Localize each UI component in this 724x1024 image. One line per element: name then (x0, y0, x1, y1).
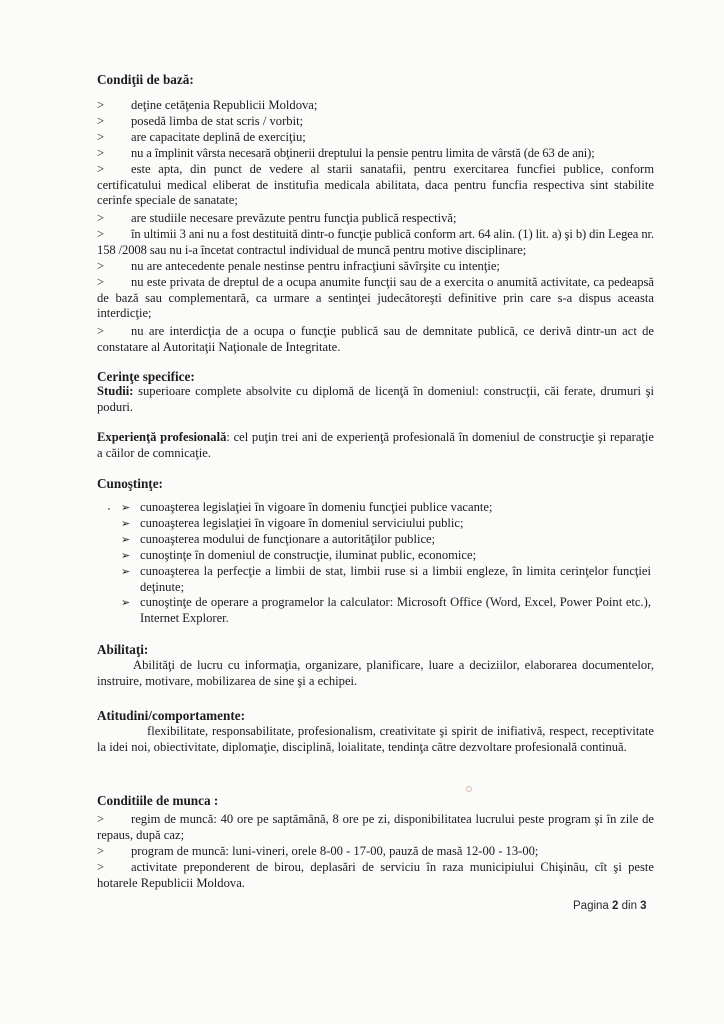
list-item (97, 146, 654, 162)
arrow-bullet-icon: ➢ (121, 517, 131, 530)
bullet-gt: > (97, 130, 105, 144)
list-item (97, 130, 654, 146)
list-item (97, 844, 654, 860)
page-mid: din (618, 900, 641, 912)
bullet-gt: > (97, 211, 105, 225)
arrow-bullet-icon: ➢ (121, 533, 131, 546)
studii-paragraph (97, 384, 654, 415)
experienta-paragraph (97, 430, 654, 461)
scan-speck (108, 508, 110, 510)
list-item (121, 595, 651, 626)
atitudini-paragraph: flexibilitate, responsabilitate, profesionalism, creativitate şi spirit de inifiativă, respect, receptivitate la idei noi, obiectivitate, diplomaţie, disciplină, loialitate, tendinţa către dezvoltare profesională continuă. (97, 724, 654, 754)
list-item (97, 162, 654, 209)
list-item (97, 275, 654, 322)
list-item (97, 259, 654, 275)
section-heading-conditii-munca: Conditiile de munca : (97, 793, 219, 808)
page-total: 3 (640, 900, 647, 912)
list-item-text: nu are antecedente penale nestinse pentru infracţiuni săvîrşite cu intenţie; (131, 259, 500, 273)
list-item (121, 548, 651, 564)
section-heading-cunostinte: Cunoştinţe: (97, 476, 163, 491)
page-current: 2 (612, 900, 619, 912)
list-item-text: nu are interdicţia de a ocupa o funcţie publică sau de demnitate publică, ce derivă dintr-un act de constatare al Autoritaţii Naţionale de Integritate. (97, 324, 654, 354)
experienta-text: : cel puţin trei ani de experienţă profesională în domeniul de construcţie şi reparaţie a căilor de comnicaţie. (97, 430, 654, 460)
list-item-text: cunoştinţe în domeniul de construcţie, iluminat public, economice; (140, 548, 477, 562)
list-item (121, 500, 651, 516)
page-number (573, 900, 647, 912)
abilitati-paragraph: Abilităţi de lucru cu informaţia, organizare, planificare, luare a deciziilor, elaborarea documentelor, instruire, motivare, mobilizarea de sine şi a echipei. (97, 658, 654, 688)
list-item-text: nu este privata de dreptul de a ocupa anumite funcţii sau de a exercita o anumită activitate, ca pedeapsă de bază sau complementară, ca urmare a sentinţei judecătoreşti definitive prin care s-a dispus aceasta interdicţie; (97, 275, 654, 321)
bullet-gt: > (97, 259, 105, 273)
arrow-bullet-icon: ➢ (121, 501, 131, 514)
bullet-gt: > (97, 812, 105, 826)
bullet-gt: > (97, 844, 105, 858)
list-item (97, 860, 654, 891)
list-item (121, 564, 651, 595)
page-prefix: Pagina (573, 900, 613, 912)
list-item-text: cunoaşterea modului de funcţionare a autorităţilor publice; (140, 532, 436, 546)
list-item (97, 324, 654, 355)
bullet-gt: > (97, 275, 105, 289)
arrow-bullet-icon: ➢ (121, 565, 131, 578)
section-heading-conditii-baza: Condiţii de bază: (97, 72, 194, 87)
bullet-gt: > (97, 324, 105, 338)
list-item-text: activitate preponderent de birou, deplasări de serviciu în raza municipiului Chişinău, cît şi peste hotarele Republicii Moldova. (97, 860, 654, 890)
arrow-bullet-icon: ➢ (121, 596, 131, 609)
list-item-text: cunoaşterea legislaţiei în vigoare în domeniul serviciului public; (140, 516, 464, 530)
bullet-gt: > (97, 98, 105, 112)
list-item-text: regim de muncă: 40 ore pe saptămână, 8 ore pe zi, disponibilitatea lucrului peste program şi în zile de repaus, după caz; (97, 812, 654, 842)
list-item-text: cunoştinţe de operare a programelor la calculator: Microsoft Office (Word, Excel, Power Point etc.), Internet Explorer. (140, 595, 651, 625)
list-item-text: program de muncă: luni-vineri, orele 8-00 - 17-00, pauză de masă 12-00 - 13-00; (131, 844, 539, 858)
list-item (97, 812, 654, 843)
list-item (121, 516, 651, 532)
list-item-text: are studiile necesare prevăzute pentru funcţia publică respectivă; (131, 211, 457, 225)
list-item-text: este apta, din punct de vedere al starii sanatafii, pentru exercitarea funcfiei publice, conform certificatului medical eliberat de institufia medicala abilitata, daca pentru funcfia respectiva sint stabilite cerinfe speciale de sanatate; (97, 162, 654, 208)
list-item (97, 211, 654, 227)
list-item-text: cunoaşterea la perfecţie a limbii de stat, limbii ruse si a limbii engleze, în limita cerinţelor funcţiei deţinute; (140, 564, 651, 594)
bullet-gt: > (97, 162, 105, 176)
list-item (121, 532, 651, 548)
studii-label: Studii: (97, 384, 134, 398)
list-item (97, 227, 654, 258)
list-item (97, 114, 654, 130)
section-heading-atitudini: Atitudini/comportamente: (97, 708, 245, 723)
list-item-text: are capacitate deplină de exerciţiu; (131, 130, 306, 144)
bullet-gt: > (97, 860, 105, 874)
experienta-label: Experienţă profesională (97, 430, 227, 444)
studii-text: superioare complete absolvite cu diplomă de licenţă în domeniul: construcţii, căi ferate, drumuri şi poduri. (97, 384, 654, 414)
list-item-text: cunoaşterea legislaţiei în vigoare în domeniu funcţiei publice vacante; (140, 500, 493, 514)
list-item-text: posedă limba de stat scris / vorbit; (131, 114, 304, 128)
list-item-text: deţine cetăţenia Republicii Moldova; (131, 98, 318, 112)
list-item-text: nu a împlinit vârsta necesară obţinerii dreptului la pensie pentru limita de vârstă (de 63 de ani); (131, 146, 595, 160)
bullet-gt: > (97, 146, 104, 160)
list-item (97, 98, 654, 114)
bullet-gt: > (97, 227, 105, 241)
section-heading-cerinte-specifice: Cerinţe specifice: (97, 369, 195, 384)
arrow-bullet-icon: ➢ (121, 549, 131, 562)
section-heading-abilitati: Abilitaţi: (97, 642, 149, 657)
bullet-gt: > (97, 114, 105, 128)
scan-speck (466, 786, 472, 792)
list-item-text: în ultimii 3 ani nu a fost destituită dintr-o funcţie publică conform art. 64 alin. (1) lit. a) şi b) din Legea nr. 158 /2008 sau nu i-a încetat contractul individual de muncă pentru motive disciplinare; (97, 227, 654, 257)
